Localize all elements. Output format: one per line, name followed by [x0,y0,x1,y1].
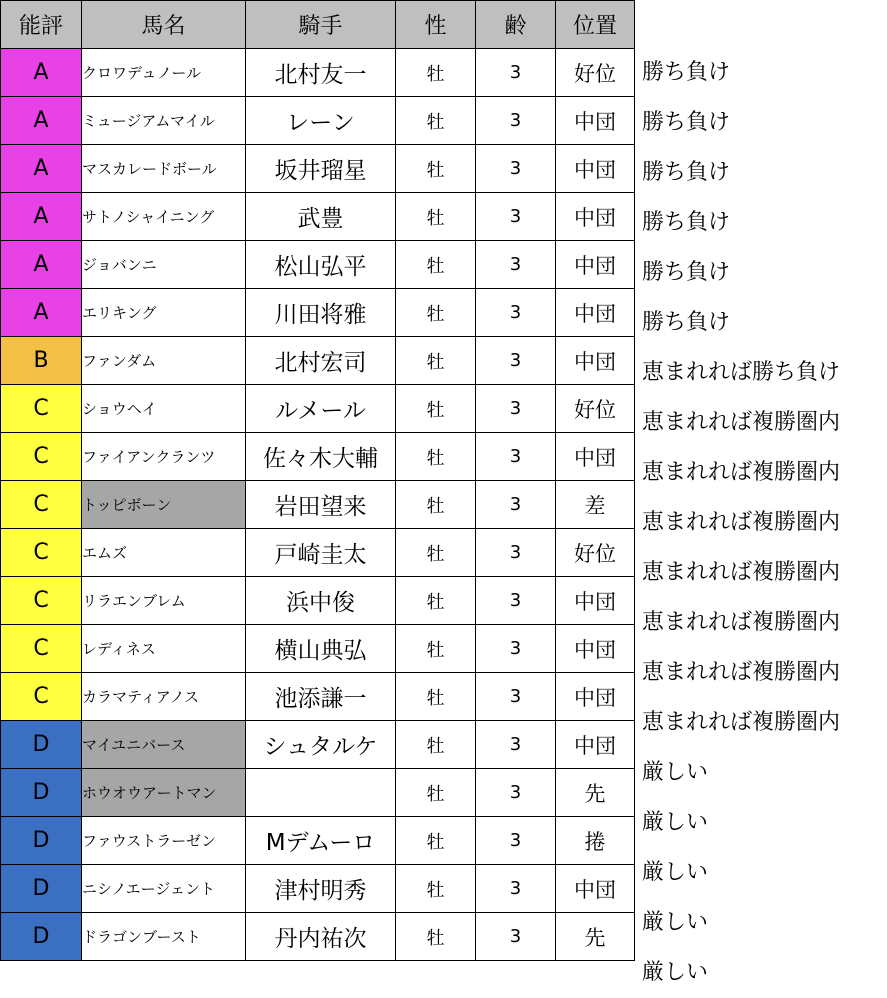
rating-cell: C [1,385,82,433]
sex-cell: 牡 [396,913,476,961]
table-row [1,529,635,577]
jockey-cell: 戸崎圭太 [246,529,396,577]
horse-name-cell: リラエンブレム [82,577,246,625]
horse-name-cell: レディネス [82,625,246,673]
verdict-comment: 恵まれれば複勝圏内 [642,510,841,535]
verdict-comment: 恵まれれば複勝圏内 [642,660,841,685]
horse-name-cell: マイユニバース [82,721,246,769]
verdict-comment: 勝ち負け [642,60,731,85]
age-cell: 3 [476,721,556,769]
comment-column [634,48,887,998]
age-cell: 3 [476,625,556,673]
jockey-cell: 横山典弘 [246,625,396,673]
verdict-comment: 恵まれれば複勝圏内 [642,460,841,485]
table-row [1,49,635,97]
age-cell: 3 [476,289,556,337]
horse-name-cell: エムズ [82,529,246,577]
horse-name-cell: トッピボーン [82,481,246,529]
horse-name-cell: ドラゴンブースト [82,913,246,961]
sex-cell: 牡 [396,193,476,241]
verdict-comment: 勝ち負け [642,260,731,285]
header-row [1,1,635,49]
jockey-cell: 北村友一 [246,49,396,97]
position-cell: 中団 [556,865,635,913]
rating-cell: D [1,721,82,769]
sex-cell: 牡 [396,337,476,385]
rating-cell: A [1,241,82,289]
position-cell: 中団 [556,289,635,337]
position-cell: 中団 [556,145,635,193]
jockey-cell: 北村宏司 [246,337,396,385]
age-cell: 3 [476,385,556,433]
horse-name-cell: ファウストラーゼン [82,817,246,865]
jockey-cell: 坂井瑠星 [246,145,396,193]
table-row [1,769,635,817]
header-rating: 能評 [1,1,82,49]
verdict-comment: 勝ち負け [642,210,731,235]
position-cell: 中団 [556,673,635,721]
jockey-cell: 松山弘平 [246,241,396,289]
age-cell: 3 [476,337,556,385]
table-row [1,625,635,673]
position-cell: 好位 [556,385,635,433]
verdict-comment: 厳しい [642,760,709,785]
jockey-cell: ルメール [246,385,396,433]
table-row [1,385,635,433]
horse-name-cell: エリキング [82,289,246,337]
jockey-cell: 川田将雅 [246,289,396,337]
jockey-cell: 佐々木大輔 [246,433,396,481]
verdict-comment: 勝ち負け [642,310,731,335]
rating-cell: A [1,145,82,193]
age-cell: 3 [476,97,556,145]
rating-cell: A [1,193,82,241]
sex-cell: 牡 [396,625,476,673]
verdict-comment: 厳しい [642,910,709,935]
rating-cell: D [1,865,82,913]
verdict-comment: 厳しい [642,860,709,885]
horse-name-cell: ジョバンニ [82,241,246,289]
table-row [1,433,635,481]
sex-cell: 牡 [396,721,476,769]
rating-cell: A [1,49,82,97]
position-cell: 中団 [556,433,635,481]
age-cell: 3 [476,529,556,577]
verdict-comment: 恵まれれば複勝圏内 [642,610,841,635]
position-cell: 中団 [556,577,635,625]
table-row [1,577,635,625]
age-cell: 3 [476,865,556,913]
jockey-cell: 岩田望来 [246,481,396,529]
age-cell: 3 [476,673,556,721]
sex-cell: 牡 [396,145,476,193]
horse-name-cell: ショウヘイ [82,385,246,433]
horse-name-cell: サトノシャイニング [82,193,246,241]
sex-cell: 牡 [396,529,476,577]
header-horse-name: 馬名 [82,1,246,49]
sex-cell: 牡 [396,577,476,625]
table-row [1,145,635,193]
age-cell: 3 [476,913,556,961]
position-cell: 先 [556,913,635,961]
position-cell: 中団 [556,193,635,241]
verdict-comment: 勝ち負け [642,160,731,185]
jockey-cell: シュタルケ [246,721,396,769]
header-position: 位置 [556,1,635,49]
header-age: 齢 [476,1,556,49]
position-cell: 中団 [556,337,635,385]
horse-name-cell: ファンダム [82,337,246,385]
horse-name-cell: ニシノエージェント [82,865,246,913]
age-cell: 3 [476,817,556,865]
jockey-cell: 武豊 [246,193,396,241]
rating-cell: D [1,913,82,961]
jockey-cell: 津村明秀 [246,865,396,913]
sex-cell: 牡 [396,49,476,97]
jockey-cell: 池添謙一 [246,673,396,721]
sex-cell: 牡 [396,673,476,721]
position-cell: 先 [556,769,635,817]
age-cell: 3 [476,49,556,97]
header-jockey: 騎手 [246,1,396,49]
age-cell: 3 [476,577,556,625]
sex-cell: 牡 [396,241,476,289]
horse-name-cell: マスカレードボール [82,145,246,193]
table-row [1,337,635,385]
jockey-cell: Mデムーロ [246,817,396,865]
table-row [1,673,635,721]
header-sex: 性 [396,1,476,49]
rating-cell: C [1,577,82,625]
table-row [1,97,635,145]
jockey-cell: 丹内祐次 [246,913,396,961]
sex-cell: 牡 [396,817,476,865]
position-cell: 中団 [556,721,635,769]
rating-cell: C [1,481,82,529]
verdict-comment: 恵まれれば複勝圏内 [642,560,841,585]
sex-cell: 牡 [396,97,476,145]
rating-cell: A [1,289,82,337]
jockey-cell: 浜中俊 [246,577,396,625]
table-row [1,913,635,961]
horse-name-cell: ホウオウアートマン [82,769,246,817]
horse-name-cell: カラマティアノス [82,673,246,721]
table-row [1,817,635,865]
verdict-comment: 厳しい [642,960,709,985]
age-cell: 3 [476,433,556,481]
position-cell: 中団 [556,97,635,145]
jockey-cell [246,769,396,817]
sex-cell: 牡 [396,289,476,337]
rating-cell: D [1,817,82,865]
position-cell: 好位 [556,529,635,577]
table-row [1,193,635,241]
position-cell: 捲 [556,817,635,865]
verdict-comment: 恵まれれば勝ち負け [642,360,841,385]
age-cell: 3 [476,769,556,817]
position-cell: 差 [556,481,635,529]
jockey-cell: レーン [246,97,396,145]
sex-cell: 牡 [396,385,476,433]
position-cell: 中団 [556,241,635,289]
verdict-comment: 恵まれれば複勝圏内 [642,410,841,435]
sex-cell: 牡 [396,481,476,529]
rating-cell: C [1,529,82,577]
age-cell: 3 [476,241,556,289]
rating-cell: C [1,673,82,721]
sex-cell: 牡 [396,433,476,481]
rating-cell: C [1,625,82,673]
rating-cell: A [1,97,82,145]
table-row [1,241,635,289]
position-cell: 中団 [556,625,635,673]
table-row [1,481,635,529]
sex-cell: 牡 [396,865,476,913]
verdict-comment: 恵まれれば複勝圏内 [642,710,841,735]
table-row [1,865,635,913]
age-cell: 3 [476,145,556,193]
table-body [1,49,635,961]
table-row [1,289,635,337]
table-row [1,721,635,769]
horse-name-cell: ファイアンクランツ [82,433,246,481]
verdict-comment: 厳しい [642,810,709,835]
rating-cell: D [1,769,82,817]
verdict-comment: 勝ち負け [642,110,731,135]
sex-cell: 牡 [396,769,476,817]
position-cell: 好位 [556,49,635,97]
horse-name-cell: ミュージアムマイル [82,97,246,145]
age-cell: 3 [476,481,556,529]
rating-cell: B [1,337,82,385]
rating-cell: C [1,433,82,481]
horse-name-cell: クロワデュノール [82,49,246,97]
age-cell: 3 [476,193,556,241]
